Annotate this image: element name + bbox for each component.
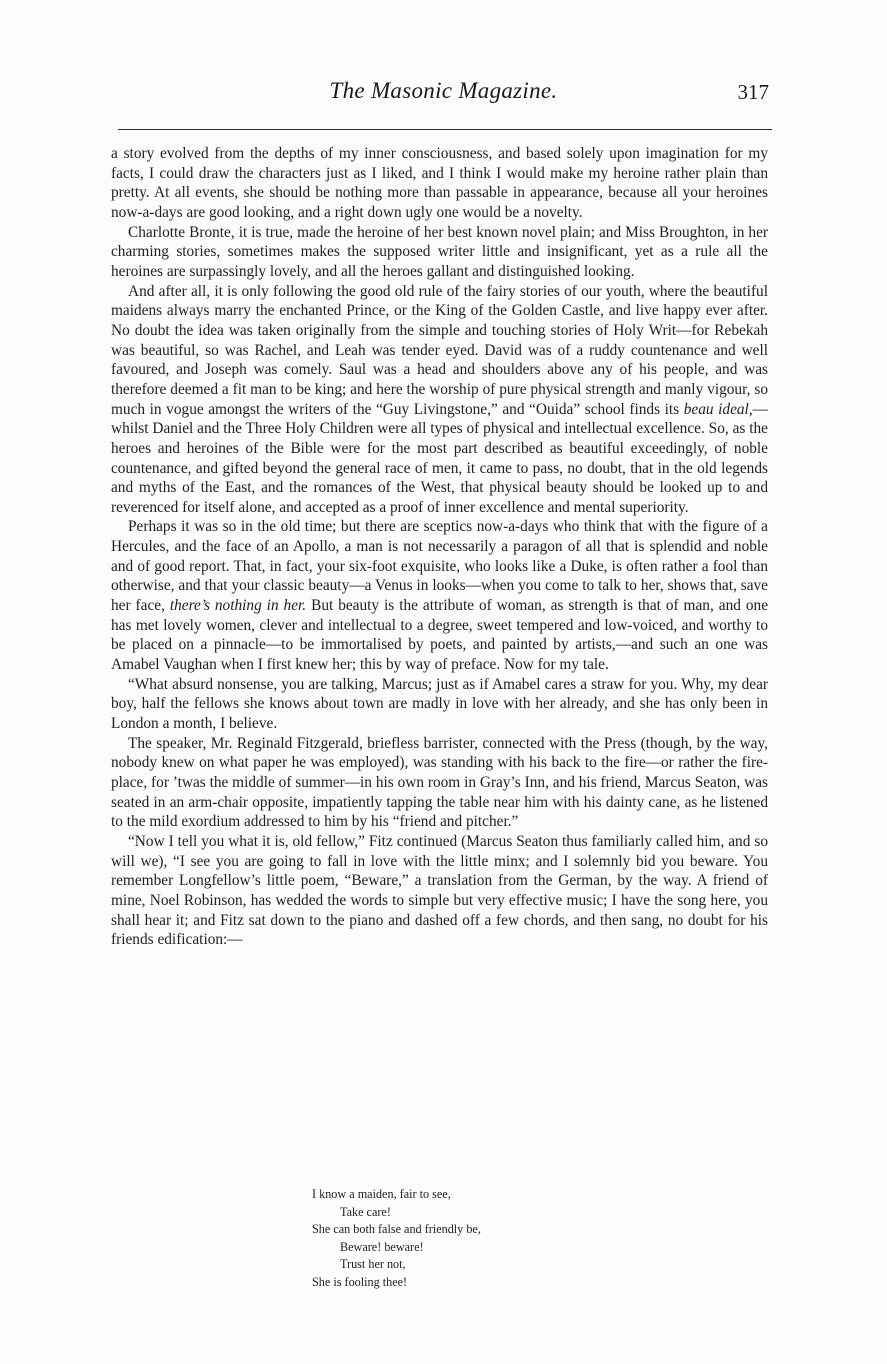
paragraph-text: The speaker, Mr. Reginald Fitzgerald, briefless barrister, connected with the Press (though, by the way, nobody knew on what paper he was employed), was standing with his back to the fire—or rather the fire-place, for ’twas the middle of summer—in his own room in Gray’s Inn, and his friend, Marcus Seaton, was seated in an arm-chair opposite, impatiently tapping the table near him with his dainty cane, as he listened to the mild exordium addressed to him by his “friend and pitcher.”	[111, 734, 768, 831]
paragraph	[111, 144, 768, 223]
paragraph-text: And after all, it is only following the good old rule of the fairy stories of our youth, where the beautiful maidens always marry the enchanted Prince, or the King of the Golden Castle, and live happy ever after. No doubt the idea was taken originally from the simple and touching stories of Holy Writ—for Rebekah was beautiful, so was Rachel, and Leah was tender eyed. David was of a ruddy countenance and well favoured, and Joseph was comely. Saul was a head and shoulders above any of his people, and was therefore deemed a fit man to be king; and here the worship of pure physical strength and manly vigour, so much in vogue amongst the writers of the “Guy Livingstone,” and “Ouida” school finds its	[111, 282, 768, 418]
article-body	[111, 144, 768, 950]
poem-line: Take care!	[340, 1204, 391, 1219]
poem-line: Beware! beware!	[340, 1239, 424, 1254]
paragraph	[111, 517, 768, 674]
poem-line: Trust her not,	[340, 1257, 406, 1272]
paragraph-text: “Now I tell you what it is, old fellow,” Fitz continued (Marcus Seaton thus familiarly called him, and so will we), “I see you are going to fall in love with the little minx; and I solemnly bid you beware. You remember Longfellow’s little poem, “Beware,” a translation from the German, by the way. A friend of mine, Noel Robinson, has wedded the words to simple but very effective music; I have the song here, you shall hear it; and Fitz sat down to the piano and dashed off a few chords, and then sang, no doubt for his friends edification:—	[111, 832, 768, 949]
poem-line: She is fooling thee!	[312, 1274, 408, 1289]
paragraph-text: ,—whilst Daniel and the Three Holy Children were all types of physical and intellectual excellence. So, as the heroes and heroines of the Bible were for the most part described as beautiful exceedingly, of noble countenance, and gifted beyond the general race of men, it came to pass, no doubt, that in the old legends and myths of the East, and the romances of the West, that physical beauty should be looked up to and reverenced for itself alone, and accepted as a proof of inner excellence and mental superiority.	[111, 400, 769, 516]
poem-excerpt	[312, 1186, 481, 1292]
paragraph-text: But beauty is the attribute of woman, as strength is that of man, and one has met lovely women, clever and intellectual to a degree, sweet tempered and low-voiced, and worthy to be placed on a pinnacle—to be immortalised by poets, and painted by artists,—and such an one was Amabel Vaughan when I first knew her; this by way of preface. Now for my tale.	[111, 597, 769, 674]
paragraph	[111, 832, 768, 950]
poem-line: She can both false and friendly be,	[312, 1222, 481, 1237]
paragraph	[111, 734, 768, 832]
paragraph	[111, 282, 768, 518]
paragraph-text: a story evolved from the depths of my inner consciousness, and based solely upon imagination for my facts, I could draw the characters just as I liked, and I think I would make my heroine rather plain than pretty. At all events, she should be nothing more than passable in appearance, because all your heroines now-a-days are good looking, and a right down ugly one would be a novelty.	[111, 145, 768, 221]
poem-line: I know a maiden, fair to see,	[312, 1187, 451, 1201]
header-rule	[118, 129, 772, 130]
paragraph-text: Charlotte Bronte, it is true, made the heroine of her best known novel plain; and Miss Broughton, in her charming stories, sometimes makes the supposed writer little and insignificant, yet as a rule all the heroines are surpassingly lovely, and all the heroes gallant and distinguished looking.	[111, 223, 768, 280]
paragraph-text: “What absurd nonsense, you are talking, Marcus; just as if Amabel cares a straw for you. Why, my dear boy, half the fellows she knows about town are madly in love with her already, and she has only been in London a month, I believe.	[111, 675, 768, 733]
running-header-title: The Masonic Magazine.	[329, 78, 558, 103]
paragraph	[111, 223, 768, 282]
italic-phrase: there’s nothing in her.	[169, 597, 307, 615]
italic-phrase: beau ideal	[683, 400, 749, 418]
paragraph	[111, 675, 768, 734]
page-number: 317	[737, 80, 769, 104]
paragraph-text: Perhaps it was so in the old time; but there are sceptics now-a-days who think that with the figure of a Hercules, and the face of an Apollo, a man is not necessarily a paragon of all that is splendid and noble and of good report. That, in fact, your six-foot exquisite, who looks like a Duke, is often rather a fool than otherwise, and that your classic beauty—a Venus in looks—when you come to talk to her, shows that, save her face,	[111, 518, 768, 615]
